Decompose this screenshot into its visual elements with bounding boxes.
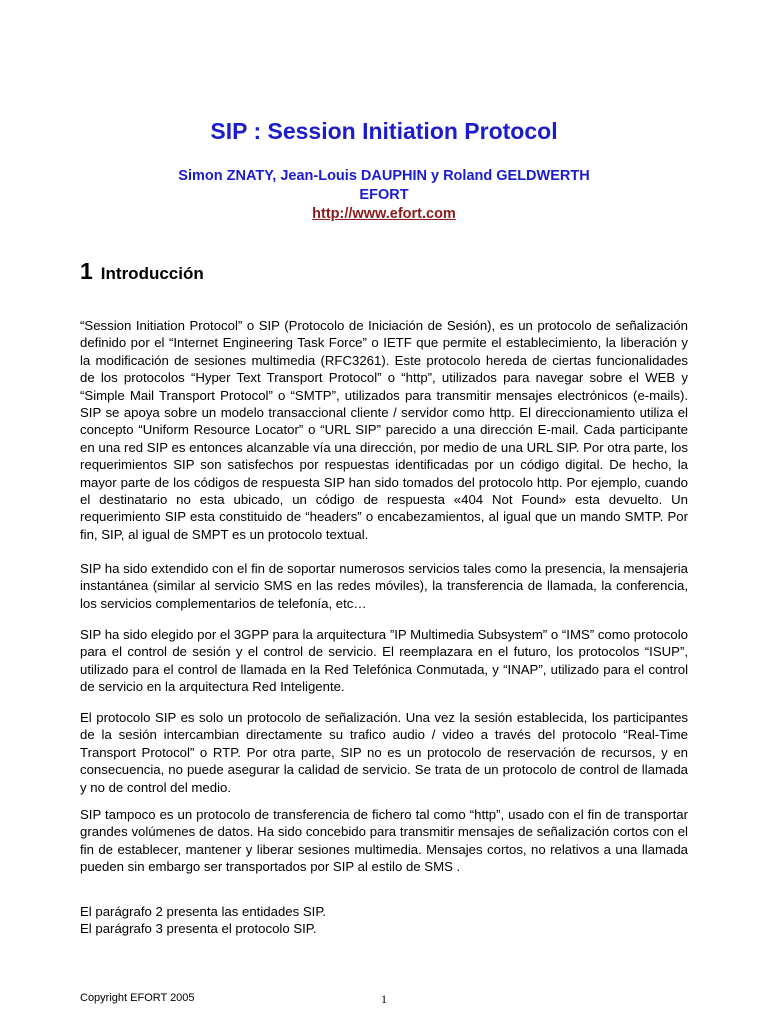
document-authors: Simon ZNATY, Jean-Louis DAUPHIN y Roland GELDWERTH — [178, 168, 590, 184]
footer-page-number: 1 — [381, 992, 387, 1006]
document-organization: EFORT — [359, 187, 409, 203]
closing-line: El parágrafo 2 presenta las entidades SIP. — [80, 904, 327, 919]
document-url-link[interactable]: http://www.efort.com — [312, 206, 456, 222]
document-title: SIP : Session Initiation Protocol — [210, 118, 558, 144]
paragraph-signaling: El protocolo SIP es solo un protocolo de señalización. Una vez la sesión establecida, los participantes de la sesión intercambian directamente su trafico audio / video a través del protocolo “Real-Time Transport Protocol” o RTP. Por otra parte, SIP no es un protocolo de reservación de recursos, y en consecuencia, no puede asegurar la calidad de servicio. Se trata de un protocolo de control de llamada y no de control del medio. — [80, 710, 688, 795]
section-title: Introducción — [100, 264, 204, 283]
paragraph-3gpp: SIP ha sido elegido por el 3GPP para la arquitectura ”IP Multimedia Subsystem” o “IMS” como protocolo para el control de sesión y el control de servicio. El reemplazara en el futuro, los protocolos “ISUP”, utilizado para el control de llamada en la Red Telefónica Conmutada, y “INAP”, utilizado para el control de servicio en la arquitectura Red Inteligente. — [80, 627, 688, 695]
closing-lines — [80, 903, 688, 938]
paragraph-transfer: SIP tampoco es un protocolo de transferencia de fichero tal como “http”, usado con el fin de transportar grandes volúmenes de datos. Ha sido concebido para transmitir mensajes de señalización cortos con el fin de establecer, mantener y liberar sesiones multimedia. Mensajes cortos, no relativos a una llamada pueden sin embargo ser transportados por SIP al estilo de SMS . — [80, 807, 688, 875]
paragraph-services: SIP ha sido extendido con el fin de soportar numerosos servicios tales como la presencia, la mensajeria instantánea (similar al servicio SMS en las redes móviles), la transferencia de llamada, la conferencia, los servicios complementarios de telefonía, etc… — [80, 561, 688, 611]
closing-line: El parágrafo 3 presenta el protocolo SIP. — [80, 921, 317, 937]
section-number: 1 — [80, 258, 93, 284]
footer-copyright: Copyright EFORT 2005 — [80, 992, 195, 1004]
section-heading — [80, 258, 204, 286]
paragraph-intro: “Session Initiation Protocol” o SIP (Protocolo de Iniciación de Sesión), es un protocolo de señalización definido por el “Internet Engineering Task Force” o IETF que permite el establecimiento, la liberación y la modificación de sesiones multimedia (RFC3261). Este protocolo hereda de ciertas funcionalidades de los protocolos “Hyper Text Transport Protocol” o “http”, utilizados para navegar sobre el WEB y “Simple Mail Transport Protocol” o “SMTP”, utilizados para transmitir mensajes electrónicos (e-mails). SIP se apoya sobre un modelo transaccional cliente / servidor como http. El direccionamiento utiliza el concepto “Uniform Resource Locator” o “URL SIP” parecido a una dirección E-mail. Cada participante en una red SIP es entonces alcanzable vía una dirección, por medio de una URL SIP. Por otra parte, los requerimientos SIP son satisfechos por respuestas identificadas por un código digital. De hecho, la mayor parte de los códigos de respuesta SIP han sido tomados del protocolo http. Por ejemplo, cuando el destinatario no esta ubicado, un código de respuesta «404 Not Found» esta devuelto. Un requerimiento SIP esta constituido de “headers” o encabezamientos, al igual que un mando SMTP. Por fin, SIP, al igual de SMPT es un protocolo textual. — [80, 318, 688, 542]
